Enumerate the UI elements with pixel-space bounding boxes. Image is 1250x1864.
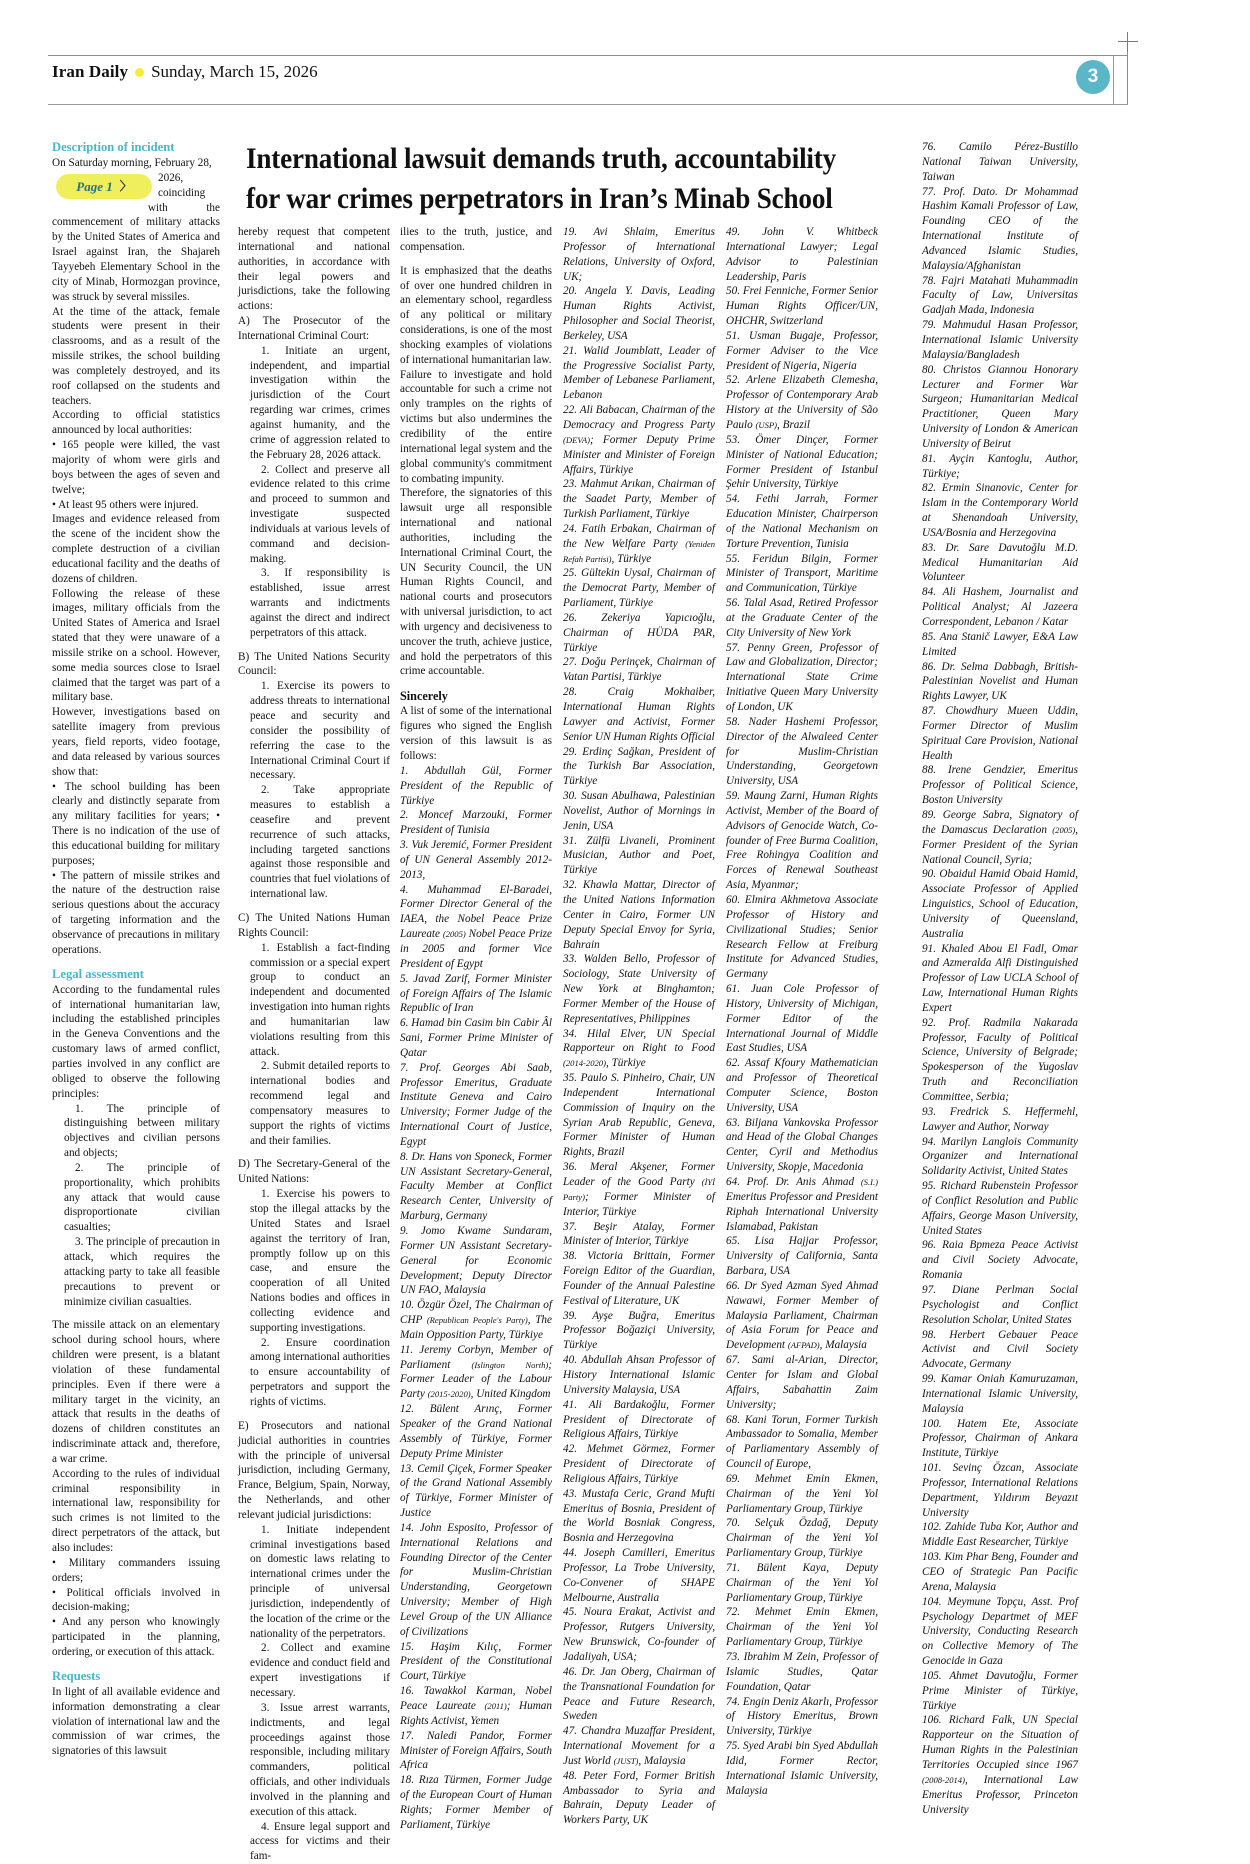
signatory-abbreviation: (2011)	[484, 1701, 507, 1711]
signatory-item: 41. Ali Bardakoğlu, Former President of Directorate of Religious Affairs, Türkiye	[563, 1398, 715, 1441]
signatory-item: 22. Ali Babacan, Chairman of the Democracy and Progress Party (DEVA); Former Deputy Prime Minister and Minister of Foreign Affairs, Türkiye	[563, 404, 715, 476]
signatory-item: 72. Mehmet Emin Ekmen, Chairman of the Yeni Yol Parliamentary Group, Türkiye	[726, 1606, 878, 1649]
signatory-abbreviation: (AFPAD)	[787, 1340, 820, 1351]
signatory-item: 91. Khaled Abou El Fadl, Omar and Azmeralda Alfi Distinguished Professor of Law UCLA School of Law, International Human Rights Expert	[922, 942, 1078, 1014]
signatory-abbreviation: (USP)	[755, 419, 778, 430]
paragraph: Failure to investigate and hold accountable for such a crime not only tramples on the rights of victims but also undermines the credibility of the entire international legal system and the global community's commitment to combating impunity.	[400, 368, 552, 485]
paragraph: 1. Initiate an urgent, independent, and impartial investigation within the jurisdiction of the Court regarding war crimes, crimes against humanity, and the crime of aggression related to the February 28, 2026 attack.	[250, 344, 390, 461]
signatory-abbreviation: (2005)	[1052, 824, 1076, 835]
paragraph: However, investigations based on satellite imagery from previous years, field reports, video footage, and data released by various sources show that:	[52, 706, 220, 778]
signatory-item: 102. Zahide Tuba Kor, Author and Middle East Researcher, Türkiye	[922, 1521, 1078, 1549]
signatory-item: 34. Hilal Elver, UN Special Rapporteur on Right to Food (2014-2020), Türkiye	[563, 1027, 715, 1070]
masthead-date: Sunday, March 15, 2026	[151, 62, 318, 81]
signatory-item: 11. Jeremy Corbyn, Member of Parliament (Islington North); Former Leader of the Labour Party (2015-2020), United Kingdom	[400, 1343, 552, 1401]
paragraph: 3. If responsibility is established, issue arrest warrants and indictments against the direct and indirect perpetrators of this attack.	[250, 567, 390, 639]
signatory-item: 8. Dr. Hans von Sponeck, Former UN Assistant Secretary-General, Faculty Member at Conflict Research Center, University of Marburg, Germany	[400, 1150, 552, 1223]
page-number-badge: 3	[1076, 60, 1110, 94]
signatory-item: 36. Meral Akşener, Former Leader of the Good Party (İYİ Party); Former Minister of Interior, Türkiye	[563, 1161, 715, 1218]
signatory-item: 106. Richard Falk, UN Special Rapporteur on the Situation of Human Rights in the Palestinian Territories Occupied since 1967 (2008-2014), International Law Emeritus Professor, Princeton University	[922, 1714, 1078, 1816]
spacer	[400, 255, 552, 264]
signoff-sincerely: Sincerely	[400, 689, 448, 704]
signatory-item: 14. John Esposito, Professor of International Relations and Founding Director of the Center for Muslim-Christian Understanding, Georgetown University; Member of High Level Group of the UN Alliance of Civilizations	[400, 1521, 552, 1638]
paragraph: 2. Collect and preserve all evidence related to this crime and proceed to summon and investigate suspected individuals at various levels of command and decision-making.	[250, 463, 390, 565]
signatory-item: 17. Naledi Pandor, Former Minister of Foreign Affairs, South Africa	[400, 1729, 552, 1772]
signatory-item: 32. Khawla Mattar, Director of the United Nations Information Center in Cairo, Former UN Deputy Special Envoy for Syria, Bahrain	[563, 879, 715, 951]
paragraph: E) Prosecutors and national judicial authorities in countries with the principle of universal jurisdiction, including Germany, France, Belgium, Spain, Norway, the Netherlands, and other relevant judicial jurisdictions:	[238, 1419, 390, 1521]
signatory-item: 30. Susan Abulhawa, Palestinian Novelist, Author of Mornings in Jenin, USA	[563, 790, 715, 832]
signatory-item: 98. Herbert Gebauer Peace Activist and Civil Society Advocate, Germany	[922, 1328, 1078, 1371]
signatory-item: 50. Frei Fenniche, Former Senior Human Rights Officer/UN, OHCHR, Switzerland	[726, 285, 878, 328]
signatory-abbreviation: (DEVA)	[563, 434, 591, 445]
paragraph: • And any person who knowingly participated in the planning, ordering, or execution of this attack.	[52, 1616, 220, 1658]
signatory-item: 67. Sami al-Arian, Director, Center for Islam and Global Affairs, Sabahattin Zaim University;	[726, 1354, 878, 1411]
signatory-item: 31. Zülfü Livaneli, Prominent Musician, Author and Poet, Türkiye	[563, 834, 715, 877]
masthead-bottom-rule	[48, 104, 1128, 105]
chevron-right-icon: 〉	[119, 178, 132, 193]
signatory-list-part-4	[922, 140, 1078, 1817]
paragraph: It is emphasized that the deaths of over one hundred children in an elementary school, regardless of any political or military considerations, is one of the most shocking examples of violations of international humanitarian law.	[400, 264, 552, 366]
signatory-item: 62. Assaf Kfoury Mathematician and Professor of Theoretical Computer Science, Boston University, USA	[726, 1057, 878, 1114]
signatory-item: 105. Ahmet Davutoğlu, Former Prime Minister of Türkiye, Türkiye	[922, 1669, 1078, 1712]
signatory-item: 89. George Sabra, Signatory of the Damascus Declaration (2005), Former President of the Syrian National Council, Syria;	[922, 808, 1078, 866]
signatory-item: 94. Marilyn Langlois Community Organizer and International Solidarity Activist, United States	[922, 1135, 1078, 1178]
signatory-item: 16. Tawakkol Karman, Nobel Peace Laureate (2011); Human Rights Activist, Yemen	[400, 1685, 552, 1727]
paragraph: According to the fundamental rules of international humanitarian law, including the established principles in the Geneva Conventions and the customary laws of armed conflict, parties involved in any conflict are obliged to observe the following principles:	[52, 983, 220, 1100]
signatory-abbreviation: (Yeniden Refah Partisi)	[563, 538, 715, 564]
subhead-legal-assessment: Legal assessment	[52, 966, 144, 981]
jump-badge-label: Page 1	[76, 178, 113, 194]
paragraph: In light of all available evidence and information demonstrating a clear violation of international law and the commission of war crimes, the signatories of this lawsuit	[52, 1685, 220, 1758]
paragraph: Therefore, the signatories of this lawsuit urge all responsible international and national authorities, including the International Criminal Court, the UN Security Council, the UN Human Rights Council, and national courts and prosecutors with universal jurisdiction, to act with urgency and decisiveness to uncover the truth, achieve justice, and hold the perpetrators of this crime accountable.	[400, 487, 552, 678]
signatory-item: 49. John V. Whitbeck International Lawyer; Legal Advisor to Palestinian Leadership, Paris	[726, 226, 878, 283]
paragraph: At the time of the attack, female students were present in their classrooms, and as a result of the missile strikes, the school building was completely destroyed, and its roof collapsed on the students and teachers.	[52, 305, 220, 407]
column-4	[563, 225, 715, 1828]
masthead-top-rule	[48, 55, 1128, 56]
signatory-item: 40. Abdullah Ahsan Professor of History International Islamic University Malaysia, USA	[563, 1354, 715, 1396]
signatory-abbreviation: (İYİ Party)	[563, 1177, 715, 1202]
signatory-item: 95. Richard Rubenstein Professor of Conflict Resolution and Public Affairs, George Mason University, United States	[922, 1180, 1078, 1237]
signatory-item: 53. Ömer Dinçer, Former Minister of National Education; Former President of Istanbul Şehir University, Türkiye	[726, 433, 878, 491]
page-title: International lawsuit demands truth, accountability for war crimes perpetrators in Iran’s Minab School	[246, 143, 837, 215]
signatory-item: 104. Meymune Topçu, Asst. Prof Psychology Departmet of MEF University, Conducting Research on Collective Memory of The Genocide in Gaza	[922, 1595, 1078, 1668]
signatory-item: 18. Rıza Türmen, Former Judge of the European Court of Human Rights; Former Member of Parliament, Türkiye	[400, 1774, 552, 1831]
column-6	[922, 140, 1078, 1817]
signatory-item: 19. Avi Shlaim, Emeritus Professor of International Relations, University of Oxford, UK;	[563, 226, 715, 283]
paragraph: • Military commanders issuing orders;	[52, 1556, 220, 1584]
paragraph: 2. Collect and examine evidence and conduct field and expert investigations if necessary.	[250, 1642, 390, 1699]
signatory-item: 26. Zekeriya Yapıcıoğlu, Chairman of HÜDA PAR, Türkiye	[563, 611, 715, 654]
signatory-item: 33. Walden Bello, Professor of Sociology, State University of New York at Binghamton; Former Member of the House of Representatives, Philippines	[563, 953, 715, 1025]
signatory-item: 20. Angela Y. Davis, Leading Human Rights Activist, Philosopher and Social Theorist, Berkeley, USA	[563, 285, 715, 342]
column-1	[52, 140, 220, 1759]
paragraph: On Saturday morning, February 28,	[52, 157, 212, 170]
column-5	[726, 225, 878, 1798]
signatory-item: 79. Mahmudul Hasan Professor, International Islamic University Malaysia/Bangladesh	[922, 319, 1078, 361]
paragraph: Images and evidence released from the scene of the incident show the complete destruction of a civilian educational facility and the deaths of dozens of children.	[52, 513, 220, 585]
paragraph: A) The Prosecutor of the International Criminal Court:	[238, 315, 390, 342]
paragraph: 1. Initiate independent criminal investigations based on domestic laws relating to international crimes under the principle of universal jurisdiction, independently of the location of the crime or the nationality of the perpetrators.	[250, 1523, 390, 1640]
signatory-item: 101. Sevinç Özcan, Associate Professor, International Relations Department, Yıldırım Beyazıt University	[922, 1462, 1078, 1519]
paragraph: • At least 95 others were injured.	[52, 498, 199, 511]
signatory-item: 39. Ayşe Buğra, Emeritus Professor Boğaziçi University, Türkiye	[563, 1309, 715, 1352]
column-3	[400, 225, 552, 1833]
signatory-item: 35. Paulo S. Pinheiro, Chair, UN Independent International Commission of Inquiry on the Syrian Arab Republic, Geneva, Former Minister of Human Rights, Brazil	[563, 1072, 715, 1159]
signatory-item: 9. Jomo Kwame Sundaram, Former UN Assistant Secretary-General for Economic Development; Deputy Director UN FAO, Malaysia	[400, 1225, 552, 1297]
signatory-item: 3. Vuk Jeremić, Former President of UN General Assembly 2012-2013,	[400, 839, 552, 881]
signatory-abbreviation: (2008-2014)	[922, 1774, 965, 1785]
signatory-item: 37. Beşir Atalay, Former Minister of Interior, Türkiye	[563, 1220, 715, 1248]
signatory-abbreviation: (Islington North)	[471, 1359, 549, 1370]
paragraph: 2. Submit detailed reports to international bodies and recommend legal and compensatory measures to support the rights of victims and their families.	[250, 1060, 390, 1147]
signatory-item: 77. Prof. Dato. Dr Mohammad Hashim Kamali Professor of Law, Founding CEO of the International Institute of Advanced Islamic Studies, Malaysia/Afghanistan	[922, 185, 1078, 272]
paragraph: Following the release of these images, military officials from the United States of America and Israel stated that they were unaware of a missile strike on a school. However, some media sources close to Israel claimed that the target was part of a military base.	[52, 587, 220, 704]
signatory-item: 47. Chandra Muzaffar President, International Movement for a Just World (JUST), Malaysia	[563, 1725, 715, 1767]
signatory-item: 66. Dr Syed Azman Syed Ahmad Nawawi, Former Member of Malaysia Parliament, Chairman of Asia Forum for Peace and Development (AFPAD), Malaysia	[726, 1279, 878, 1352]
signatory-item: 7. Prof. Georges Abi Saab, Professor Emeritus, Graduate Institute Geneva and Cairo University; Former Judge of the International Court of Justice, Egypt	[400, 1061, 552, 1148]
column-2	[238, 225, 390, 1864]
paragraph: hereby request that competent international and national authorities, in accordance with their legal powers and jurisdictions, take the following actions:	[238, 226, 390, 313]
signatory-item: 92. Prof. Radmila Nakarada Professor, Faculty of Political Science, University of Belgrade; Spokesperson of the Yugoslav Truth and Reconciliation Committee, Serbia;	[922, 1016, 1078, 1103]
signatory-item: 60. Elmira Akhmetova Associate Professor of History and Civilizational Studies; Senior Research Fellow at Freiburg Institute for Advanced Studies, Germany	[726, 893, 878, 981]
signatory-item: 71. Bülent Kaya, Deputy Chairman of the Yeni Yol Parliamentary Group, Türkiye	[726, 1561, 878, 1604]
signatory-item: 78. Fajri Matahati Muhammadin Faculty of Law, Universitas Gadjah Mada, Indonesia	[922, 274, 1078, 317]
signatory-item: 86. Dr. Selma Dabbagh, British-Palestinian Novelist and Human Rights Lawyer, UK	[922, 660, 1078, 703]
crop-mark-rule	[1127, 52, 1128, 104]
paragraph: • Political officials involved in decision-making;	[52, 1586, 220, 1614]
signatory-abbreviation: (2014-2020)	[563, 1058, 606, 1069]
spacer	[52, 1309, 220, 1318]
masthead-brand: Iran Daily	[52, 62, 129, 81]
paragraph: 1. Exercise his powers to stop the illegal attacks by the United States and Israel against the territory of Iran, promptly follow up on this case, and ensure the cooperation of all United Nations bodies and offices in collecting evidence and supporting investigations.	[250, 1188, 390, 1334]
signatory-item: 21. Walid Joumblatt, Leader of the Progressive Socialist Party, Member of Lebanese Parliament, Lebanon	[563, 344, 715, 402]
signatory-item: 76. Camilo Pérez-Bustillo National Taiwan University, Taiwan	[922, 141, 1078, 183]
signatory-item: 103. Kim Phar Beng, Founder and CEO of Strategic Pan Pacific Arena, Malaysia	[922, 1551, 1078, 1593]
subhead-requests: Requests	[52, 1668, 101, 1683]
spacer	[238, 641, 390, 650]
subhead-description-of-incident: Description of incident	[52, 140, 175, 154]
signatory-item: 90. Obaidul Hamid Obaid Hamid, Associate Professor of Applied Linguistics, School of Education, University of Queensland, Australia	[922, 868, 1078, 940]
paragraph: 1. Establish a fact-finding commission or a special expert group to conduct an independent and documented investigation into human rights and humanitarian law violations resulting from this attack.	[250, 941, 390, 1058]
masthead	[52, 62, 318, 82]
paragraph: 3. The principle of precaution in attack, which requires the attacking party to take all feasible precautions to prevent or minimize civilian casualties.	[64, 1236, 220, 1308]
signatory-item: 84. Ali Hashem, Journalist and Political Analyst; Al Jazeera Correspondent, Lebanon / Katar	[922, 586, 1078, 628]
signatory-abbreviation: (Republican People's Party)	[426, 1315, 528, 1326]
signatory-item: 63. Biljana Vankovska Professor and Head of the Global Changes Center, Cyril and Methodius University, Skopje, Macedonia	[726, 1116, 878, 1174]
signatory-item: 93. Fredrick S. Heffermehl, Lawyer and Author, Norway	[922, 1105, 1078, 1133]
signatory-abbreviation: (JUST)	[613, 1755, 639, 1766]
signatory-item: 100. Hatem Ete, Associate Professor, Chairman of Ankara Institute, Türkiye	[922, 1417, 1078, 1460]
signatory-item: 43. Mustafa Ceric, Grand Mufti Emeritus of Bosnia, President of the World Bosniak Congress, Bosnia and Herzegovina	[563, 1487, 715, 1545]
signatory-item: 45. Noura Erakat, Activist and Professor, Rutgers University, New Brunswick, Co-founder of Jadaliyah, USA;	[563, 1606, 715, 1663]
signatory-item: 56. Talal Asad, Retired Professor at the Graduate Center of the City University of New York	[726, 597, 878, 639]
signatory-abbreviation: (2015-2020)	[427, 1389, 471, 1400]
paragraph: C) The United Nations Human Rights Council:	[238, 911, 390, 939]
signatory-item: 82. Ermin Sinanovic, Center for Islam in the Contemporary World at Shenandoah University, USA/Bosnia and Herzegovina	[922, 482, 1078, 539]
paragraph: 3. Issue arrest warrants, indictments, and legal proceedings against those responsible, including military commanders, political officials, and other individuals involved in the planning and execution of this attack.	[250, 1701, 390, 1818]
masthead-vertical-divider	[1113, 56, 1114, 104]
paragraph: According to the rules of individual criminal responsibility in international law, responsibility for such crimes is not limited to the direct perpetrators of the attack, but also includes:	[52, 1467, 220, 1554]
signatory-item: 85. Ana Stanič Lawyer, E&A Law Limited	[922, 630, 1078, 658]
signatory-item: 88. Irene Gendzier, Emeritus Professor of Political Science, Boston University	[922, 764, 1078, 807]
paragraph: ilies to the truth, justice, and compensation.	[400, 226, 552, 253]
paragraph: 2026, coinciding with the commencement of military attacks by the United States of America and Israel against Iran, the Shajareh Tayyebeh Elementary School in the city of Minab, Hormozgan province, was struck by several missiles.	[52, 171, 220, 303]
signatory-item: 23. Mahmut Arıkan, Chairman of the Saadet Party, Member of Turkish Parliament, Türkiye	[563, 478, 715, 521]
paragraph: 2. Take appropriate measures to establish a ceasefire and prevent recurrence of such attacks, including targeted sanctions against those responsible and countries that fuel violations of international law.	[250, 784, 390, 901]
signatory-item: 64. Prof. Dr. Anis Ahmad (S.I.) Emeritus Professor and President Riphah International University Islamabad, Pakistan	[726, 1176, 878, 1233]
signatory-item: 42. Mehmet Görmez, Former President of Directorate of Religious Affairs, Türkiye	[563, 1443, 715, 1485]
signatory-item: 61. Juan Cole Professor of History, University of Michigan, Former Editor of the International Journal of Middle East Studies, USA	[726, 983, 878, 1055]
paragraph: • 165 people were killed, the vast majority of whom were girls and boys between the ages of seven and twelve;	[52, 439, 220, 496]
signatory-item: 73. Ibrahim M Zein, Professor of Islamic Studies, Qatar Foundation, Qatar	[726, 1651, 878, 1693]
signatory-item: 27. Doğu Perinçek, Chairman of Vatan Partisi, Türkiye	[563, 656, 715, 684]
paragraph: A list of some of the international figures who signed the English version of this lawsuit is as follows:	[400, 705, 552, 762]
signatory-item: 44. Joseph Camilleri, Emeritus Professor, La Trobe University, Co-Convener of SHAPE Melbourne, Australia	[563, 1547, 715, 1604]
spacer	[238, 1410, 390, 1419]
spacer	[238, 1148, 390, 1157]
paragraph: B) The United Nations Security Council:	[238, 650, 390, 678]
signatory-item: 15. Haşim Kılıç, Former President of the Constitutional Court, Türkiye	[400, 1640, 552, 1683]
signatory-item: 48. Peter Ford, Former British Ambassador to Syria and Bahrain, Deputy Leader of Workers Party, UK	[563, 1769, 715, 1827]
signatory-item: 52. Arlene Elizabeth Clemesha, Professor of Contemporary Arab History at the University of São Paulo (USP), Brazil	[726, 374, 878, 431]
signatory-item: 75. Syed Arabi bin Syed Abdullah Idid, Former Rector, International Islamic University, Malaysia	[726, 1740, 878, 1797]
crop-mark-icon	[1118, 32, 1138, 52]
signatory-item: 38. Victoria Brittain, Former Foreign Editor of the Guardian, Founder of the Annual Palestine Festival of Literature, UK	[563, 1250, 715, 1307]
signatory-item: 87. Chowdhury Mueen Uddin, Former Director of Muslim Spiritual Care Provision, National Health	[922, 705, 1078, 762]
signatory-list-part-2	[563, 225, 715, 1828]
signatory-item: 29. Erdinç Sağkan, President of the Turkish Bar Association, Türkiye	[563, 745, 715, 788]
signatory-item: 80. Christos Giannou Honorary Lecturer and Former War Surgeon; Humanitarian Medical Practitioner, Queen Mary University of London & American University of Beirut	[922, 363, 1078, 450]
jump-to-page-1-badge[interactable]	[56, 174, 152, 199]
bullet-dot-icon	[135, 68, 144, 77]
signatory-item: 24. Fatih Erbakan, Chairman of the New Welfare Party (Yeniden Refah Partisi), Türkiye	[563, 522, 715, 565]
signatory-item: 46. Dr. Jan Oberg, Chairman of the Transnational Foundation for Peace and Future Research, Sweden	[563, 1665, 715, 1723]
signatory-item: 58. Nader Hashemi Professor, Director of the Alwaleed Center for Muslim-Christian Understanding, Georgetown University, USA	[726, 715, 878, 788]
signatory-item: 59. Maung Zarni, Human Rights Activist, Member of the Board of Advisors of Genocide Watch, Co-founder of Free Burma Coalition, Free Rohingya Coalition and Forces of Renewal Southeast Asia, Myanmar;	[726, 790, 878, 892]
signatory-item: 1. Abdullah Gül, Former President of the Republic of Türkiye	[400, 764, 552, 807]
signatory-item: 83. Dr. Sare Davutoğlu M.D. Medical Humanitarian Aid Volunteer	[922, 541, 1078, 584]
signatory-item: 97. Diane Perlman Social Psychologist and Conflict Resolution Scholar, United States	[922, 1283, 1078, 1326]
paragraph: According to official statistics announced by local authorities:	[52, 409, 220, 437]
signatory-item: 65. Lisa Hajjar Professor, University of California, Santa Barbara, USA	[726, 1235, 878, 1278]
paragraph: D) The Secretary-General of the United Nations:	[238, 1158, 390, 1186]
signatory-item: 81. Ayçin Kantoglu, Author, Türkiye;	[922, 452, 1078, 480]
paragraph: 1. Exercise its powers to address threats to international peace and security and consider the possibility of referring the case to the International Criminal Court if necessary.	[250, 680, 390, 782]
signatory-item: 12. Bülent Arınç, Former Speaker of the Grand National Assembly of Türkiye, Former Deputy Prime Minister	[400, 1403, 552, 1460]
signatory-item: 51. Usman Bugaje, Professor, Former Adviser to the Vice President of Nigeria, Nigeria	[726, 329, 878, 372]
signatory-abbreviation: (S.I.)	[860, 1177, 878, 1187]
signatory-item: 4. Muhammad El-Baradei, Former Director General of the IAEA, the Nobel Peace Prize Laureate (2005) Nobel Peace Prize in 2005 and former Vice President of Egypt	[400, 883, 552, 970]
signatory-list-part-3	[726, 225, 878, 1798]
signatory-item: 54. Fethi Jarrah, Former Education Minister, Chairperson of the National Mechanism on Torture Prevention, Tunisia	[726, 493, 878, 550]
paragraph: • The pattern of missile strikes and the nature of the destruction raise serious questions about the accuracy of targeting information and the observance of precautions in military operations.	[52, 869, 220, 956]
signatory-item: 74. Engin Deniz Akarlı, Professor of History Emeritus, Brown University, Türkiye	[726, 1695, 878, 1738]
spacer	[238, 902, 390, 911]
signatory-item: 99. Kamar Oniah Kamuruzaman, International Islamic University, Malaysia	[922, 1373, 1078, 1415]
signatory-item: 57. Penny Green, Professor of Law and Globalization, Director; International State Crime Initiative Queen Mary University of London, UK	[726, 641, 878, 713]
signatory-item: 69. Mehmet Emin Ekmen, Chairman of the Yeni Yol Parliamentary Group, Türkiye	[726, 1472, 878, 1515]
paragraph: • The school building has been clearly and distinctly separate from any military facilities for years; • There is no indication of the use of this educational building for military purposes;	[52, 780, 220, 867]
signatory-item: 6. Hamad bin Casim bin Cabir Âl Sani, Former Prime Minister of Qatar	[400, 1017, 552, 1059]
signatory-abbreviation: (2005)	[442, 929, 466, 940]
paragraph: The missile attack on an elementary school during school hours, where children were present, is a blatant violation of these fundamental principles. Even if there were a military target in the vicinity, an attack that results in the deaths of dozens of children constitutes an indiscriminate attack and, therefore, a war crime.	[52, 1319, 220, 1465]
paragraph: 2. Ensure coordination among international authorities to ensure accountability of perpetrators and support the rights of victims.	[250, 1336, 390, 1408]
paragraph: 4. Ensure legal support and access for victims and their fam-	[250, 1820, 390, 1863]
signatory-item: 13. Cemil Çiçek, Former Speaker of the Grand National Assembly of Türkiye, Former Minister of Justice	[400, 1462, 552, 1520]
signatory-item: 5. Javad Zarif, Former Minister of Foreign Affairs of The Islamic Republic of Iran	[400, 972, 552, 1015]
signatory-item: 2. Moncef Marzouki, Former President of Tunisia	[400, 809, 552, 837]
signatory-list-part-1	[400, 764, 552, 1833]
paragraph: 1. The principle of distinguishing between military objectives and civilian persons and objects;	[64, 1102, 220, 1160]
signatory-item: 96. Raia Bpmeza Peace Activist and Civil Society Advocate, Romania	[922, 1239, 1078, 1282]
paragraph: 2. The principle of proportionality, which prohibits any attack that would cause disproportionate civilian casualties;	[64, 1161, 220, 1234]
signatory-item: 25. Gültekin Uysal, Chairman of the Democrat Party, Member of Parliament, Türkiye	[563, 567, 715, 610]
signatory-item: 10. Özgür Özel, The Chairman of CHP (Republican People's Party), The Main Opposition Party, Türkiye	[400, 1299, 552, 1341]
signatory-item: 55. Feridun Bilgin, Former Minister of Transport, Maritime and Communication, Türkiye	[726, 552, 878, 595]
signatory-item: 28. Craig Mokhaiber, International Human Rights Lawyer and Activist, Former Senior UN Human Rights Official	[563, 686, 715, 743]
signatory-item: 70. Selçuk Özdağ, Deputy Chairman of the Yeni Yol Parliamentary Group, Türkiye	[726, 1517, 878, 1560]
signatory-item: 68. Kani Torun, Former Turkish Ambassador to Somalia, Member of Parliamentary Assembly of Council of Europe,	[726, 1413, 878, 1471]
